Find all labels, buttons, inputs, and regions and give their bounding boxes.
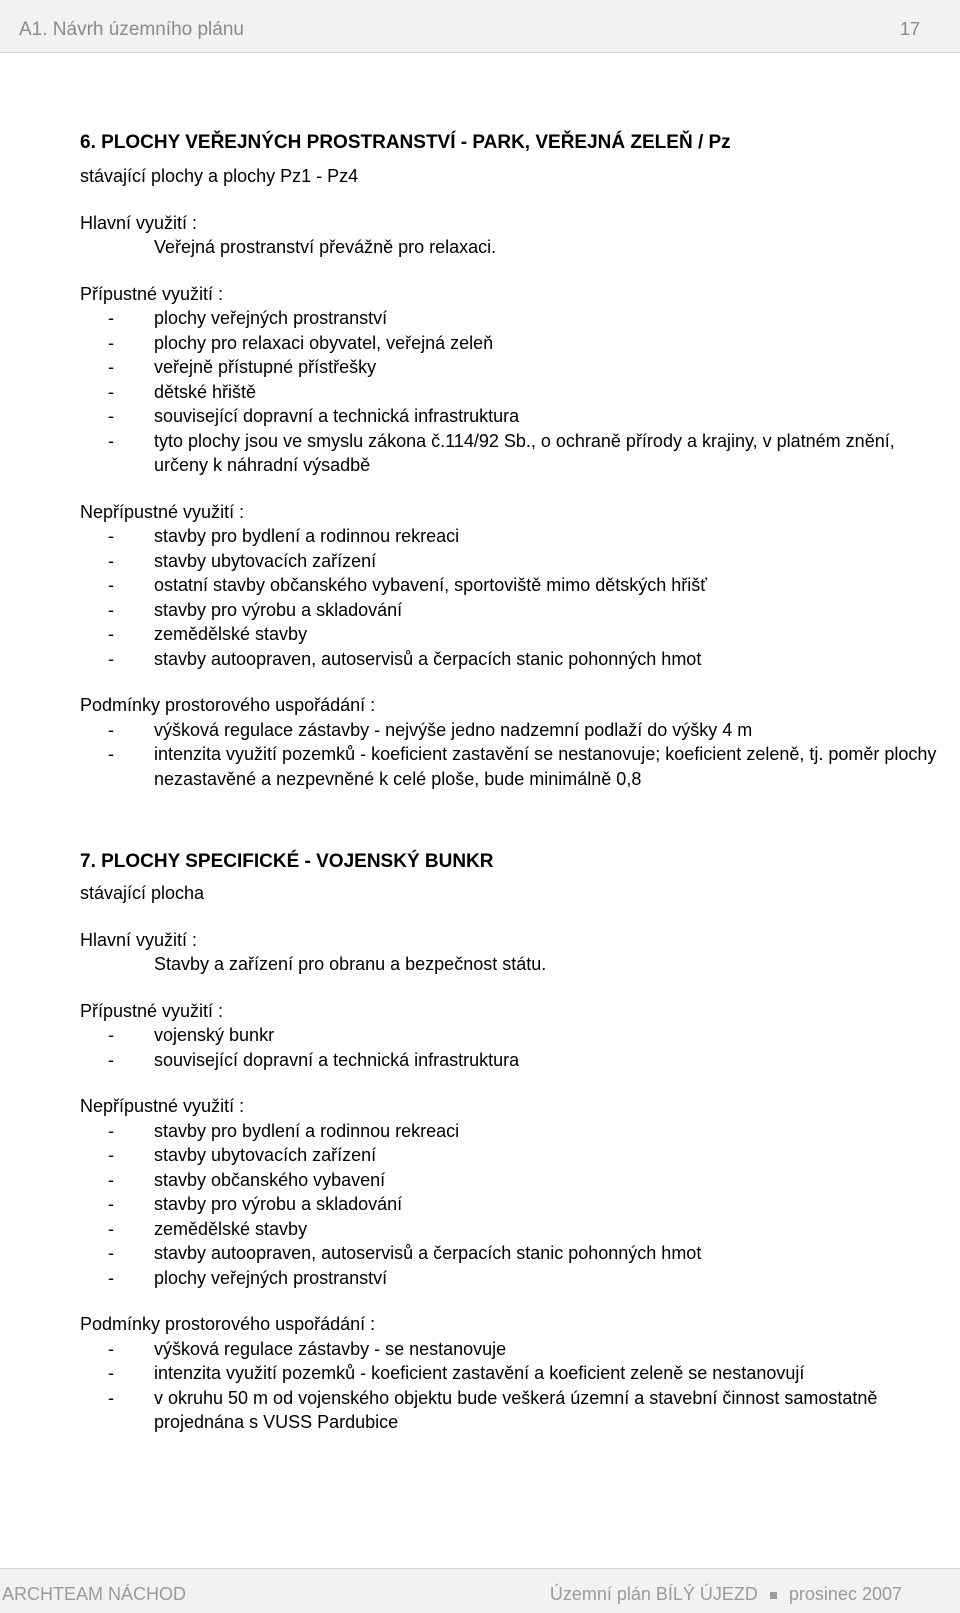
dash-bullet: - (108, 624, 114, 644)
dash-bullet: - (108, 1267, 114, 1288)
dash-bullet: - (108, 1243, 114, 1263)
list-item-text: stavby pro výrobu a skladování (154, 599, 403, 620)
list-item-text: intenzita využití pozemků - koeficient zastavění a koeficient zeleně se nestanovují (154, 1363, 805, 1383)
section-7-title: 7. PLOCHY SPECIFICKÉ - VOJENSKÝ BUNKR (80, 851, 494, 872)
page-number: 17 (899, 19, 920, 39)
list-item (80, 1048, 940, 1073)
section-6-conditions-list (80, 718, 940, 792)
dash-bullet: - (108, 599, 114, 620)
footer-company: ARCHTEAM NÁCHOD (2, 1584, 187, 1604)
section-7-forbidden-list (80, 1119, 940, 1291)
list-item (80, 1168, 940, 1193)
list-item-text: stavby občanského vybavení (154, 1169, 386, 1190)
list-item-text: ostatní stavby občanského vybavení, sportoviště mimo dětských hřišť (154, 575, 708, 595)
list-item-text: zemědělské stavby (154, 1218, 308, 1239)
list-item (80, 429, 940, 478)
section-7-main-text: Stavby a zařízení pro obranu a bezpečnost státu. (154, 954, 547, 974)
list-item (80, 742, 940, 791)
section-6-allowed-list (80, 306, 940, 478)
section-6-main-label: Hlavní využití : (80, 212, 198, 233)
list-item-text: dětské hřiště (154, 381, 257, 402)
list-item (80, 1386, 940, 1435)
list-item-text: plochy veřejných prostranství (154, 308, 388, 328)
list-item (80, 573, 940, 598)
list-item (80, 1361, 940, 1386)
dash-bullet: - (108, 406, 114, 426)
list-item-text: stavby autoopraven, autoservisů a čerpacích stanic pohonných hmot (154, 1243, 702, 1263)
section-6-title: 6. PLOCHY VEŘEJNÝCH PROSTRANSTVÍ - PARK, VEŘEJNÁ ZELEŇ / Pz (80, 132, 731, 153)
dash-bullet: - (108, 744, 114, 764)
section-7-allowed-list (80, 1023, 940, 1072)
dash-bullet: - (108, 1194, 114, 1214)
list-item (80, 1143, 940, 1168)
list-item-text: zemědělské stavby (154, 624, 308, 644)
list-item-text: související dopravní a technická infrastruktura (154, 406, 520, 426)
list-item (80, 380, 940, 405)
dash-bullet: - (108, 308, 114, 328)
section-6-forbidden-list (80, 524, 940, 671)
section-7-main-label: Hlavní využití : (80, 929, 198, 950)
list-item (80, 1337, 940, 1362)
section-7-allowed-label: Přípustné využití : (80, 1000, 224, 1021)
list-item (80, 1023, 940, 1048)
section-7-forbidden-label: Nepřípustné využití : (80, 1096, 245, 1116)
list-item (80, 1266, 940, 1291)
list-item-text: intenzita využití pozemků - koeficient zastavění se nestanovuje; koeficient zeleně, tj. poměr plochy nezastavěné a nezpevněné k celé ploše, bude minimálně 0,8 (154, 744, 937, 789)
footer-date: prosinec 2007 (788, 1584, 902, 1604)
dash-bullet: - (108, 430, 114, 451)
list-item (80, 622, 940, 647)
list-item (80, 718, 940, 743)
square-bullet-icon (770, 1592, 777, 1599)
list-item-text: stavby pro bydlení a rodinnou rekreaci (154, 526, 460, 546)
list-item (80, 306, 940, 331)
footer-plan-name: Územní plán BÍLÝ ÚJEZD (549, 1584, 758, 1604)
list-item (80, 331, 940, 356)
section-6-subtitle: stávající plochy a plochy Pz1 - Pz4 (80, 166, 359, 186)
list-item (80, 647, 940, 672)
list-item (80, 355, 940, 380)
dash-bullet: - (108, 381, 114, 402)
dash-bullet: - (108, 526, 114, 546)
dash-bullet: - (108, 550, 114, 571)
list-item-text: stavby pro bydlení a rodinnou rekreaci (154, 1120, 460, 1141)
header-title: A1. Návrh územního plánu (19, 19, 244, 40)
dash-bullet: - (108, 1049, 114, 1070)
page-header (0, 0, 960, 53)
section-6-main-text: Veřejná prostranství převážně pro relaxaci. (154, 237, 497, 257)
list-item-text: v okruhu 50 m od vojenského objektu bude veškerá územní a stavební činnost samostatně projednána s VUSS Pardubice (154, 1387, 878, 1432)
dash-bullet: - (108, 1145, 114, 1165)
list-item (80, 598, 940, 623)
dash-bullet: - (108, 1218, 114, 1239)
section-6-forbidden-label: Nepřípustné využití : (80, 501, 245, 522)
dash-bullet: - (108, 1025, 114, 1045)
list-item (80, 1119, 940, 1144)
section-7-conditions-list (80, 1337, 940, 1435)
dash-bullet: - (108, 719, 114, 740)
document-body (80, 130, 940, 1435)
list-item-text: plochy veřejných prostranství (154, 1267, 388, 1288)
dash-bullet: - (108, 648, 114, 669)
list-item-text: stavby ubytovacích zařízení (154, 550, 377, 571)
dash-bullet: - (108, 1338, 114, 1359)
dash-bullet: - (108, 575, 114, 595)
section-6-allowed-label: Přípustné využití : (80, 283, 224, 304)
section-7-conditions-label: Podmínky prostorového uspořádání : (80, 1314, 376, 1334)
list-item-text: veřejně přístupné přístřešky (154, 357, 377, 377)
list-item-text: související dopravní a technická infrastruktura (154, 1049, 520, 1070)
list-item (80, 1217, 940, 1242)
dash-bullet: - (108, 1169, 114, 1190)
page-footer (0, 1568, 960, 1613)
list-item-text: plochy pro relaxaci obyvatel, veřejná zeleň (154, 332, 494, 353)
section-7-subtitle: stávající plocha (80, 883, 205, 903)
section-6-conditions-label: Podmínky prostorového uspořádání : (80, 695, 376, 715)
list-item-text: tyto plochy jsou ve smyslu zákona č.114/92 Sb., o ochraně přírody a krajiny, v platném znění, určeny k náhradní výsadbě (154, 430, 895, 475)
footer-document-info (550, 1584, 902, 1605)
list-item-text: výšková regulace zástavby - se nestanovuje (154, 1338, 507, 1359)
dash-bullet: - (108, 1120, 114, 1141)
dash-bullet: - (108, 1387, 114, 1408)
list-item (80, 524, 940, 549)
dash-bullet: - (108, 357, 114, 377)
list-item-text: stavby ubytovacích zařízení (154, 1145, 377, 1165)
list-item (80, 549, 940, 574)
list-item-text: vojenský bunkr (154, 1025, 275, 1045)
dash-bullet: - (108, 332, 114, 353)
list-item (80, 1241, 940, 1266)
list-item (80, 404, 940, 429)
list-item-text: stavby autoopraven, autoservisů a čerpacích stanic pohonných hmot (154, 648, 702, 669)
list-item (80, 1192, 940, 1217)
dash-bullet: - (108, 1363, 114, 1383)
list-item-text: výšková regulace zástavby - nejvýše jedno nadzemní podlaží do výšky 4 m (154, 719, 753, 740)
list-item-text: stavby pro výrobu a skladování (154, 1194, 403, 1214)
